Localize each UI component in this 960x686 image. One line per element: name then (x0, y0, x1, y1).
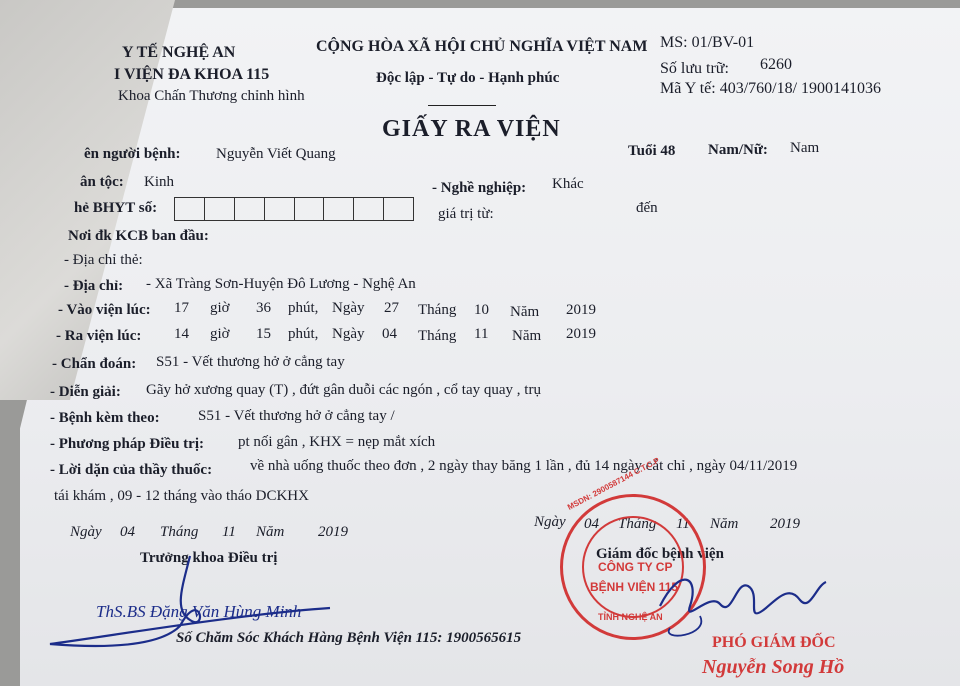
left-date-year-label: Năm (256, 524, 285, 540)
job-value: Khác (552, 176, 584, 192)
stamp-company: CÔNG TY CP (598, 560, 673, 574)
left-date-day: 04 (120, 524, 135, 540)
stamp-hospital: BỆNH VIỆN 115 (590, 580, 679, 594)
left-date-year: 2019 (318, 524, 348, 540)
discharge-month: 11 (474, 326, 489, 342)
diagnosis-value: S51 - Vết thương hở ở cẳng tay (156, 354, 345, 370)
discharge-hour: 14 (174, 326, 189, 342)
right-date-day-label: Ngày (534, 514, 566, 530)
age-label: Tuổi 48 (628, 143, 676, 159)
form-code: MS: 01/BV-01 (660, 34, 755, 51)
hospital-name: I VIỆN ĐA KHOA 115 (114, 66, 270, 83)
diagnosis-label: - Chẩn đoán: (52, 356, 137, 372)
admission-year: 2019 (566, 302, 596, 318)
treatment-label: - Phương pháp Điều trị: (50, 436, 204, 452)
left-signer-name: ThS.BS Đặng Văn Hùng Minh (96, 602, 302, 621)
valid-from-label: giá trị từ: (438, 206, 494, 222)
customer-care-hotline: Số Chăm Sóc Khách Hàng Bệnh Viện 115: 1900565615 (176, 630, 522, 646)
right-signature-icon (640, 546, 830, 646)
admission-day: 27 (384, 300, 399, 316)
right-date-month-label: Tháng (618, 516, 657, 532)
discharge-month-label: Tháng (418, 328, 457, 344)
right-signer-role: Giám đốc bệnh viện (596, 546, 724, 562)
admission-month-label: Tháng (418, 302, 457, 318)
advice-label: - Lời dặn của thầy thuốc: (50, 462, 213, 478)
stamp-ring-top: MSDN: 2900587144 C.T.C.P (566, 455, 661, 512)
right-signer-name: Nguyễn Song Hồ (702, 656, 845, 678)
admission-label: - Vào viện lúc: (58, 302, 151, 318)
right-date-year: 2019 (770, 516, 800, 532)
right-date-day: 04 (584, 516, 599, 532)
discharge-hour-unit: giờ (210, 326, 230, 342)
advice-line-1: về nhà uống thuốc theo đơn , 2 ngày thay băng 1 lần , đủ 14 ngày cắt chỉ , ngày 04/11/2019 (250, 458, 798, 474)
left-signer-role: Trưởng khoa Điều trị (140, 550, 278, 566)
discharge-label: - Ra viện lúc: (56, 328, 142, 344)
gender-value: Nam (790, 140, 820, 156)
address-label: - Địa chỉ: (64, 278, 124, 294)
archive-label: Số lưu trữ: (660, 60, 729, 77)
kcb-label: Nơi đk KCB ban đầu: (68, 228, 209, 244)
vice-director-title: PHÓ GIÁM ĐỐC (712, 634, 836, 651)
bhyt-number-boxes (174, 197, 414, 221)
address-value: - Xã Tràng Sơn-Huyện Đô Lương - Nghệ An (146, 276, 416, 292)
comorbid-label: - Bệnh kèm theo: (50, 410, 160, 426)
page-title: GIẤY RA VIỆN (382, 116, 561, 142)
national-motto: Độc lập - Tự do - Hạnh phúc (376, 70, 560, 86)
admission-hour: 17 (174, 300, 189, 316)
ethnicity-label: ân tộc: (80, 174, 124, 190)
gender-label: Nam/Nữ: (708, 142, 768, 158)
admission-minute: 36 (256, 300, 271, 316)
stamp-province: TỈNH NGHỆ AN (598, 612, 663, 622)
discharge-day: 04 (382, 326, 397, 342)
left-date-month: 11 (222, 524, 236, 540)
explanation-value: Gãy hở xương quay (T) , đứt gân duỗi các ngón , cổ tay quay , trụ (146, 382, 541, 398)
admission-hour-unit: giờ (210, 300, 230, 316)
card-address-label: - Địa chỉ thẻ: (64, 252, 143, 268)
valid-to-label: đến (636, 200, 658, 216)
discharge-year-label: Năm (512, 328, 542, 344)
left-date-day-label: Ngày (70, 524, 102, 540)
explanation-label: - Diễn giải: (50, 384, 121, 400)
health-department: Y TẾ NGHỆ AN (122, 44, 236, 61)
discharge-year: 2019 (566, 326, 596, 342)
admission-minute-unit: phút, (288, 300, 319, 316)
discharge-minute-unit: phút, (288, 326, 319, 342)
admission-year-label: Năm (510, 304, 540, 320)
motto-underline (428, 105, 496, 106)
ethnicity-value: Kinh (144, 174, 174, 190)
right-date-year-label: Năm (710, 516, 739, 532)
bhyt-label: hẻ BHYT số: (74, 200, 158, 216)
right-date-month: 11 (676, 516, 690, 532)
discharge-minute: 15 (256, 326, 271, 342)
department-name: Khoa Chấn Thương chỉnh hình (118, 88, 305, 104)
country-name: CỘNG HÒA XÃ HỘI CHỦ NGHĨA VIỆT NAM (316, 38, 648, 55)
job-label: - Nghề nghiệp: (432, 180, 527, 196)
comorbid-value: S51 - Vết thương hở ở cẳng tay / (198, 408, 395, 424)
patient-name-label: ên người bệnh: (84, 146, 181, 162)
treatment-value: pt nối gân , KHX = nẹp mắt xích (238, 434, 436, 450)
left-date-month-label: Tháng (160, 524, 199, 540)
advice-line-2: tái khám , 09 - 12 tháng vào tháo DCKHX (54, 488, 309, 504)
archive-number: 6260 (760, 56, 792, 73)
medical-code: Mã Y tế: 403/760/18/ 1900141036 (660, 80, 882, 97)
admission-day-label: Ngày (332, 300, 365, 316)
discharge-day-label: Ngày (332, 326, 365, 342)
admission-month: 10 (474, 302, 489, 318)
patient-name: Nguyễn Viết Quang (216, 146, 336, 162)
